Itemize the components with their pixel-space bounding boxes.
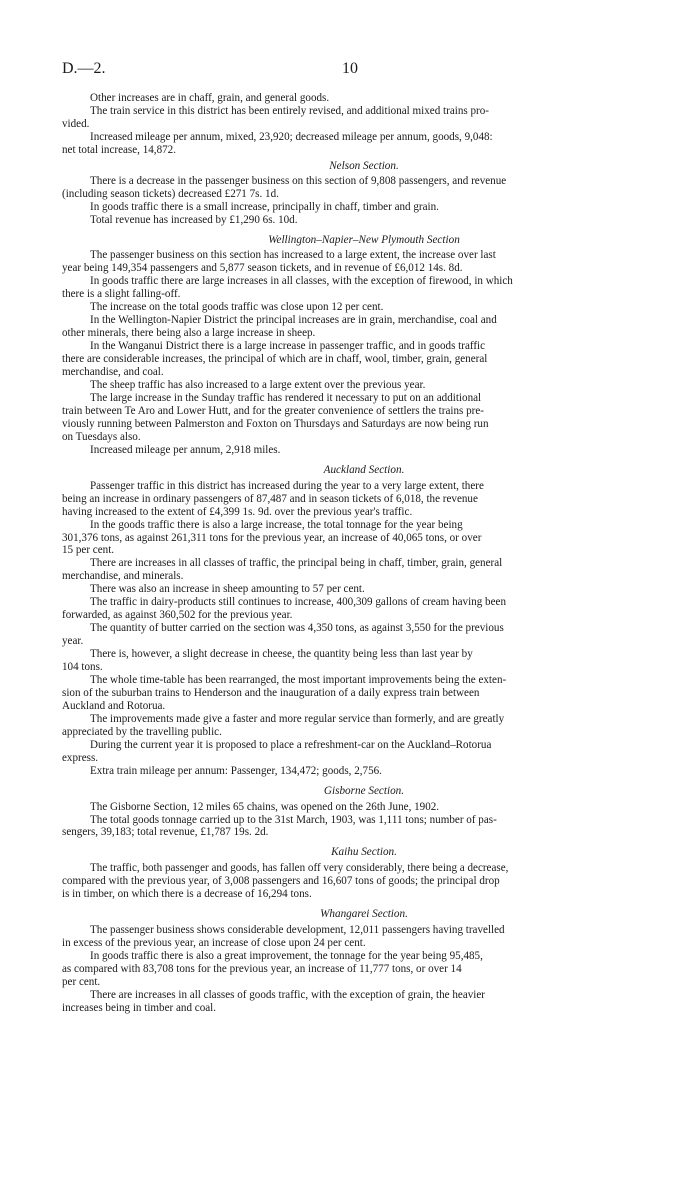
paragraph-line: Increased mileage per annum, 2,918 miles.	[90, 443, 281, 456]
paragraph	[90, 379, 638, 392]
paragraph	[90, 444, 638, 457]
paragraph-line: as compared with 83,708 tons for the previous year, an increase of 11,777 tons, or over 14	[62, 963, 462, 976]
paragraph-line: merchandise, and coal.	[62, 366, 164, 379]
paragraph-line: viously running between Palmerston and Foxton on Thursdays and Saturdays are now being run	[62, 417, 489, 430]
paragraph-line: The large increase in the Sunday traffic has rendered it necessary to put on an additional	[90, 391, 482, 404]
section-heading: Wellington–Napier–New Plymouth Section	[268, 233, 460, 246]
paragraph-line: there is a slight falling-off.	[62, 288, 181, 301]
paragraph-line: is in timber, on which there is a decrease of 16,294 tons.	[62, 888, 312, 901]
paragraph	[62, 596, 638, 622]
paragraph	[62, 275, 638, 301]
paragraph	[90, 801, 638, 814]
paragraph-line: The whole time-table has been rearranged, the most important improvements being the exten-	[90, 673, 507, 686]
paragraph	[62, 712, 638, 739]
paragraph-line: In the Wellington-Napier District the principal increases are in grain, merchandise, coal and	[90, 314, 497, 327]
paragraph-line: In goods traffic there is a small increase, principally in chaff, timber and grain.	[90, 200, 439, 213]
paragraph-line: merchandise, and minerals.	[62, 570, 184, 583]
paragraph-line: increases being in timber and coal.	[62, 1001, 217, 1014]
document-body	[62, 92, 638, 1015]
paragraph-line: There is, however, a slight decrease in cheese, the quantity being less than last year by	[90, 648, 473, 661]
paragraph-line: Increased mileage per annum, mixed, 23,920; decreased mileage per annum, goods, 9,048:	[90, 130, 493, 143]
paragraph-line: In the Wanganui District there is a large increase in passenger traffic, and in goods traffic	[90, 340, 486, 353]
paragraph	[62, 340, 638, 379]
paragraph-line: having increased to the extent of £4,399 1s. 9d. over the previous year's traffic.	[62, 505, 413, 518]
paragraph	[62, 673, 638, 713]
paragraph-line: The traffic, both passenger and goods, has fallen off very considerably, there being a decrease,	[90, 862, 509, 875]
paragraph-line: Total revenue has increased by £1,290 6s. 10d.	[90, 213, 298, 226]
paragraph-line: vided.	[62, 117, 90, 130]
paragraph-line: The passenger business on this section has increased to a large extent, the increase over last	[90, 249, 496, 262]
paragraph	[90, 214, 638, 227]
section-heading: Kaihu Section.	[331, 846, 397, 859]
paragraph-line: 15 per cent.	[62, 544, 115, 557]
paragraph-line: net total increase, 14,872.	[62, 143, 176, 156]
paragraph-line: express.	[62, 751, 99, 764]
paragraph-line: The traffic in dairy-products still continues to increase, 400,309 gallons of cream having been	[90, 596, 506, 609]
paragraph	[62, 622, 638, 648]
paragraph-line: in excess of the previous year, an increase of close upon 24 per cent.	[62, 937, 366, 950]
paragraph-line: During the current year it is proposed to place a refreshment-car on the Auckland–Rotorua	[90, 738, 492, 751]
paragraph	[90, 201, 638, 214]
paragraph	[62, 104, 638, 131]
paragraph-line: per cent.	[62, 976, 101, 988]
paragraph-line: year being 149,354 passengers and 5,877 season tickets, and in revenue of £6,012 14s. 8d.	[62, 262, 463, 275]
paragraph-line: The improvements made give a faster and more regular service than formerly, and are greatly	[90, 712, 505, 725]
paragraph	[62, 813, 638, 840]
paragraph-line: train between Te Aro and Lower Hutt, and for the greater convenience of settlers the trains pre-	[62, 404, 484, 417]
paragraph-line: The train service in this district has been entirely revised, and additional mixed trains pro-	[90, 104, 489, 117]
paragraph-line: The quantity of butter carried on the section was 4,350 tons, as against 3,550 for the previous	[90, 622, 504, 635]
paragraph-line: 301,376 tons, as against 261,311 tons for the previous year, an increase of 40,065 tons, or over	[62, 531, 482, 544]
paragraph-line: In the goods traffic there is also a large increase, the total tonnage for the year being	[90, 518, 463, 531]
paragraph	[62, 924, 638, 950]
paragraph	[90, 301, 638, 314]
paragraph-line: The sheep traffic has also increased to a large extent over the previous year.	[90, 379, 426, 392]
paragraph-line: sengers, 39,183; total revenue, £1,787 19s. 2d.	[62, 826, 269, 839]
paragraph-line: 104 tons.	[62, 661, 103, 674]
paragraph-line: on Tuesdays also.	[62, 430, 141, 443]
paragraph	[62, 557, 638, 583]
paragraph-line: appreciated by the travelling public.	[62, 725, 222, 738]
paragraph-line: compared with the previous year, of 3,008 passengers and 16,607 tons of goods; the principal drop	[62, 875, 500, 888]
paragraph-line: There are increases in all classes of goods traffic, with the exception of grain, the heavier	[90, 988, 486, 1001]
paragraph	[90, 583, 638, 596]
paragraph-line: The Gisborne Section, 12 miles 65 chains, was opened on the 26th June, 1902.	[90, 800, 440, 813]
paragraph-line: being an increase in ordinary passengers of 87,487 and in season tickets of 6,018, the revenue	[62, 492, 478, 505]
paragraph-line: There are increases in all classes of traffic, the principal being in chaff, timber, grain, general	[90, 557, 503, 570]
paragraph	[62, 518, 638, 558]
paragraph-line: Auckland and Rotorua.	[62, 699, 166, 712]
paragraph-line: Other increases are in chaff, grain, and general goods.	[90, 92, 330, 104]
paragraph	[62, 174, 638, 201]
section-heading: Gisborne Section.	[323, 784, 405, 797]
paragraph-line: forwarded, as against 360,502 for the previous year.	[62, 609, 293, 622]
paragraph	[62, 249, 638, 275]
paragraph	[62, 988, 638, 1015]
paragraph	[62, 950, 638, 989]
page-header	[62, 60, 638, 84]
paragraph-line: (including season tickets) decreased £271 7s. 1d.	[62, 187, 279, 200]
paragraph-line: The increase on the total goods traffic was close upon 12 per cent.	[90, 301, 384, 314]
paragraph-line: there are considerable increases, the principal of which are in chaff, wool, timber, grain, general	[62, 353, 488, 366]
document-reference: D.—2.	[62, 60, 106, 77]
paragraph-line: There is a decrease in the passenger business on this section of 9,808 passengers, and revenue	[90, 174, 507, 187]
paragraph-line: year.	[62, 635, 84, 648]
paragraph-line: There was also an increase in sheep amounting to 57 per cent.	[90, 583, 365, 596]
paragraph	[90, 92, 638, 105]
paragraph-line: The total goods tonnage carried up to the 31st March, 1903, was 1,111 tons; number of pas-	[90, 813, 497, 826]
paragraph-line: sion of the suburban trains to Henderson and the inauguration of a daily express train between	[62, 686, 480, 699]
paragraph	[62, 479, 638, 519]
section-heading: Whangarei Section.	[320, 908, 408, 921]
paragraph	[62, 738, 638, 765]
paragraph	[62, 862, 638, 901]
paragraph-line: other minerals, there being also a large increase in sheep.	[62, 327, 316, 340]
paragraph-line: Extra train mileage per annum: Passenger, 134,472; goods, 2,756.	[90, 764, 382, 777]
paragraph	[62, 314, 638, 340]
paragraph	[62, 130, 638, 157]
paragraph-line: In goods traffic there are large increases in all classes, with the exception of firewood, in which	[90, 275, 513, 288]
section-heading: Nelson Section.	[329, 159, 399, 172]
paragraph-line: Passenger traffic in this district has increased during the year to a very large extent, there	[90, 479, 484, 492]
page-number: 10	[342, 60, 358, 77]
section-heading: Auckland Section.	[323, 463, 405, 476]
paragraph	[90, 765, 638, 778]
paragraph	[62, 391, 638, 444]
paragraph-line: In goods traffic there is also a great improvement, the tonnage for the year being 95,485,	[90, 950, 483, 963]
paragraph	[62, 648, 638, 674]
paragraph-line: The passenger business shows considerable development, 12,011 passengers having travelled	[90, 924, 505, 937]
